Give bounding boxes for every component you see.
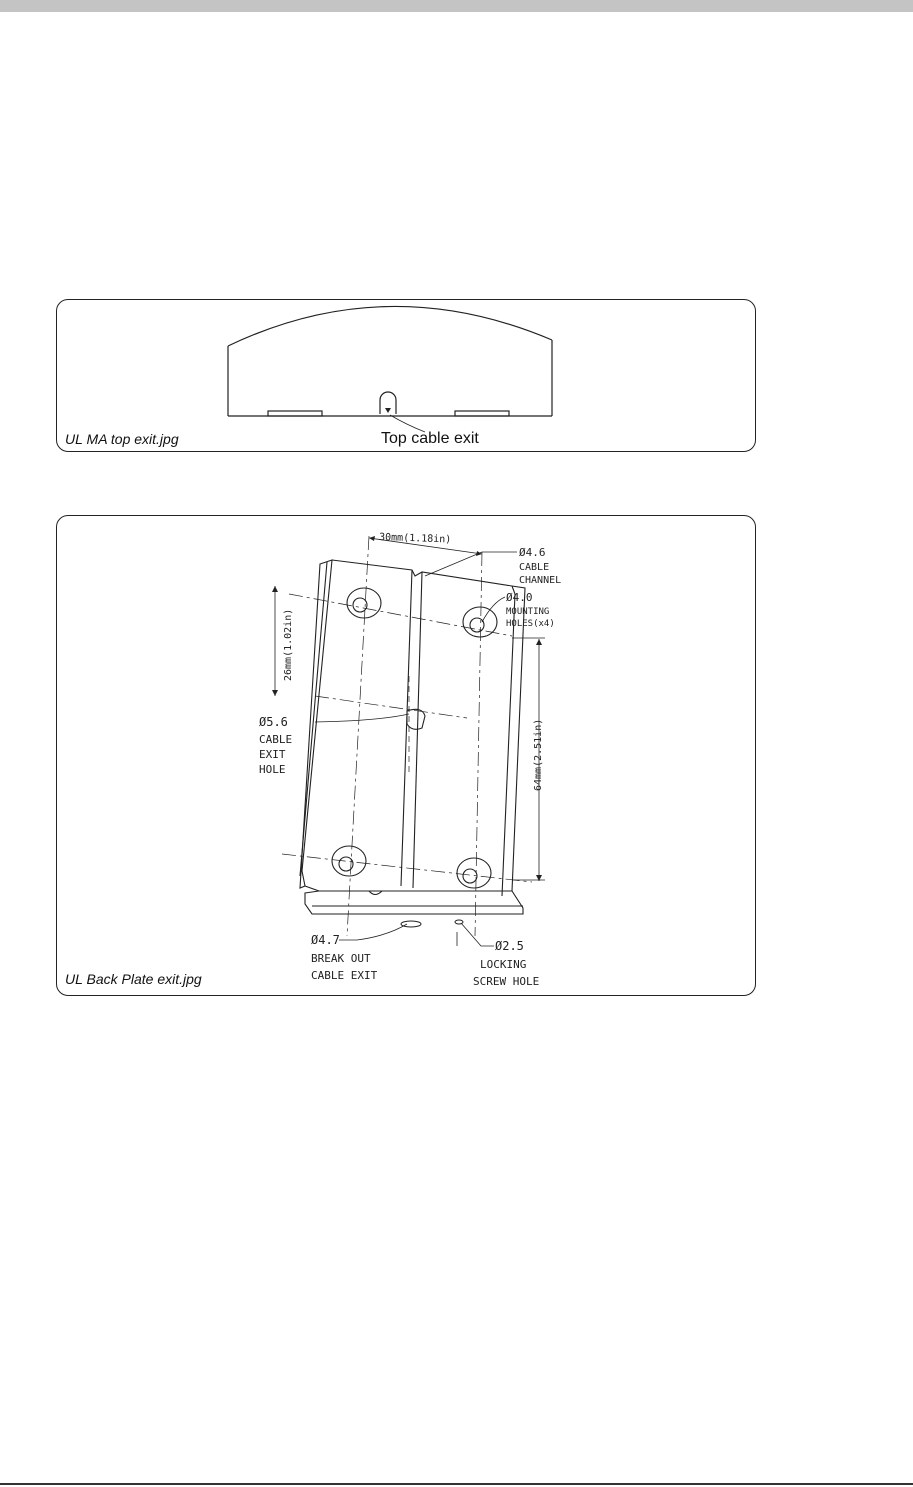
mount-diameter: Ø4.0 (506, 591, 533, 604)
back-plate-drawing (57, 516, 757, 997)
breakout-label-2: CABLE EXIT (311, 969, 378, 982)
figure-caption: UL MA top exit.jpg (65, 431, 179, 447)
mount-label-2: HOLES(x4) (506, 619, 555, 629)
centerlines (282, 536, 532, 936)
figure-back-plate (56, 515, 756, 996)
figure-caption: UL Back Plate exit.jpg (65, 971, 202, 987)
exit-label-3: HOLE (259, 763, 286, 776)
mount-label-1: MOUNTING (506, 607, 550, 617)
width-dimension-label: 30mm(1.18in) (378, 532, 452, 546)
exit-label-2: EXIT (259, 748, 286, 761)
channel-label-1: CABLE (519, 562, 550, 573)
mounting-hole-bottom-right (457, 858, 491, 888)
channel-label-2: CHANNEL (519, 575, 562, 586)
height-dimension-top-label: 26mm(1.02in) (283, 608, 294, 681)
channel-diameter: Ø4.6 (519, 546, 546, 559)
cable-exit-arrow (385, 408, 391, 413)
leader-lines (315, 552, 517, 946)
housing-outline (228, 306, 552, 416)
lock-diameter: Ø2.5 (495, 939, 524, 953)
mounting-hole-bottom-left (332, 846, 366, 876)
exit-label-1: CABLE (259, 733, 293, 746)
back-plate-outline (300, 560, 525, 914)
breakout-label-1: BREAK OUT (311, 952, 371, 965)
top-cable-exit-label: Top cable exit (381, 430, 479, 447)
breakout-diameter: Ø4.7 (311, 933, 340, 947)
footer-rule (0, 1483, 913, 1485)
lock-label-1: LOCKING (480, 958, 527, 971)
figure-top-exit (56, 299, 756, 452)
header-bar (0, 0, 913, 12)
height-dimension-right-label: 64mm(2.51in) (533, 718, 544, 791)
exit-diameter: Ø5.6 (259, 715, 288, 729)
mounting-hole-top-left (347, 588, 381, 618)
cable-exit-hole (407, 709, 425, 729)
lock-label-2: SCREW HOLE (473, 975, 540, 988)
